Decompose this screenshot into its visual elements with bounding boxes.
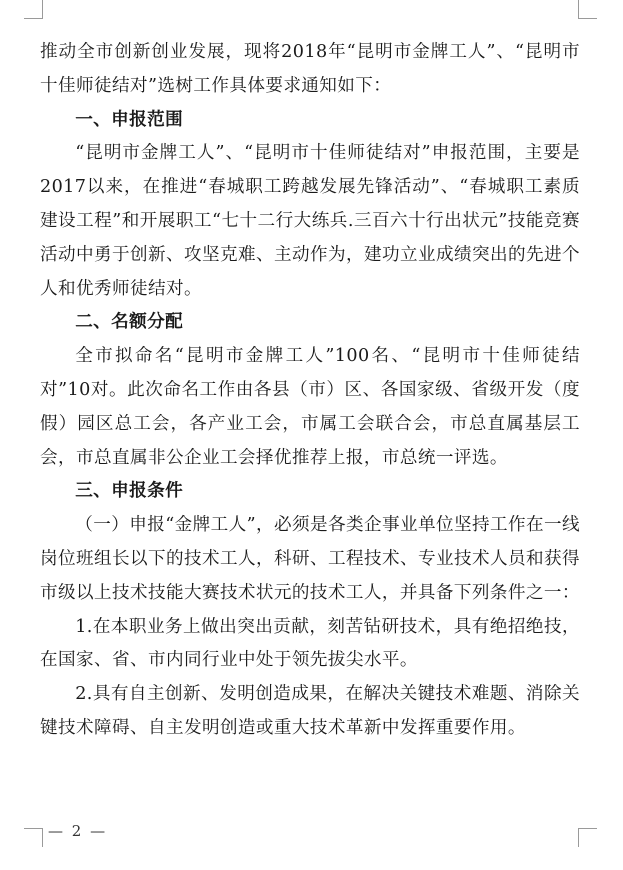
list-item: 1.在本职业务上做出突出贡献，刻苦钻研技术，具有绝招绝技，在国家、省、市内同行业中处于领先拔尖水平。 [40, 616, 580, 671]
body-paragraph: 推动全市创新创业发展，现将2018年“昆明市金牌工人”、“昆明市十佳师徒结对”选树工作具体要求通知如下： [40, 42, 580, 96]
crop-mark-bottom-left [24, 828, 43, 847]
body-paragraph: “昆明市金牌工人”、“昆明市十佳师徒结对”申报范围，主要是2017以来，在推进“春城职工跨越发展先锋活动”、“春城职工素质建设工程”和开展职工“七十二行大练兵.三百六十行出状元”技能竞赛活动中勇于创新、攻坚克难、主动作为，建功立业成绩突出的先进个人和优秀师徒结对。 [40, 143, 580, 299]
body-paragraph: （一）申报“金牌工人”，必须是各类企事业单位坚持工作在一线岗位班组长以下的技术工人，科研、工程技术、专业技术人员和获得市级以上技术技能大赛技术状元的技术工人，并具备下列条件之一： [40, 515, 580, 603]
list-item: 2.具有自主创新、发明创造成果，在解决关键技术难题、消除关键技术障碍、自主发明创造或重大技术革新中发挥重要作用。 [40, 684, 580, 738]
document-body [40, 36, 580, 746]
section-heading: 三、申报条件 [75, 481, 184, 502]
section-heading: 二、名额分配 [75, 312, 184, 333]
section-heading: 一、申报范围 [75, 109, 184, 130]
page-number: — 2 — [48, 822, 108, 840]
crop-mark-top-left [24, 0, 43, 19]
crop-mark-bottom-right [578, 828, 597, 847]
body-paragraph: 全市拟命名“昆明市金牌工人”100名、“昆明市十佳师徒结对”10对。此次命名工作由各县（市）区、各国家级、省级开发（度假）园区总工会，各产业工会，市属工会联合会，市总直属基层工会，市总直属非公企业工会择优推荐上报，市总统一评选。 [40, 346, 580, 468]
crop-mark-top-right [578, 0, 597, 19]
